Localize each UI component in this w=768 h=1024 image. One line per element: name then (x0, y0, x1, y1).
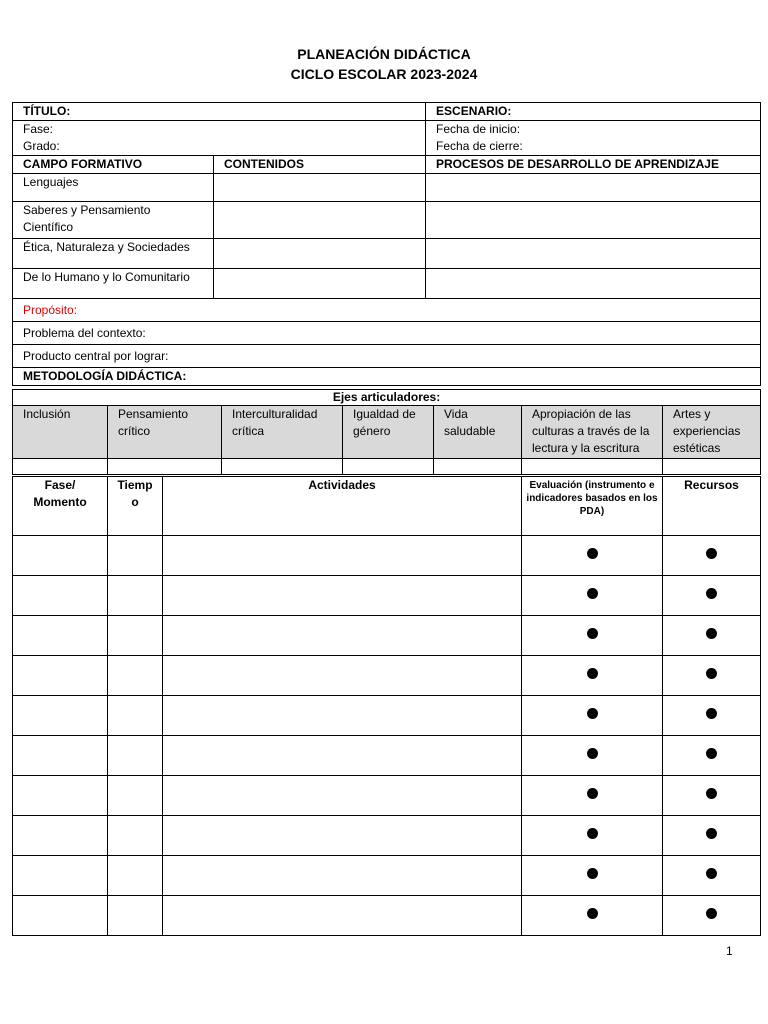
eje-vida-saludable: Vida saludable (434, 406, 522, 459)
recursos-cell[interactable] (663, 896, 761, 936)
fecha-cierre-label: Fecha de cierre: (436, 139, 523, 153)
procesos-cell[interactable] (426, 174, 761, 202)
bullet-icon (706, 828, 717, 839)
evaluacion-cell[interactable] (522, 616, 663, 656)
activities-table (12, 476, 761, 936)
contenidos-header: CONTENIDOS (214, 156, 426, 174)
actividades-cell[interactable] (163, 536, 522, 576)
ejes-title: Ejes articuladores: (13, 390, 761, 406)
tiempo-cell[interactable] (108, 616, 163, 656)
tiempo-cell[interactable] (108, 696, 163, 736)
metodologia-field[interactable]: METODOLOGÍA DIDÁCTICA: (13, 368, 761, 386)
procesos-cell[interactable] (426, 202, 761, 239)
activity-row (13, 776, 761, 816)
document-title: PLANEACIÓN DIDÁCTICA (297, 46, 471, 62)
fase-cell[interactable] (13, 616, 108, 656)
producto-field[interactable]: Producto central por lograr: (13, 345, 761, 368)
actividades-cell[interactable] (163, 856, 522, 896)
eje-check-cell[interactable] (522, 459, 663, 475)
campo-lenguajes: Lenguajes (13, 174, 214, 202)
eje-igualdad: Igualdad de género (343, 406, 434, 459)
campo-etica: Ética, Naturaleza y Sociedades (13, 239, 214, 269)
recursos-cell[interactable] (663, 536, 761, 576)
evaluacion-cell[interactable] (522, 536, 663, 576)
grado-label: Grado: (23, 139, 60, 153)
evaluacion-cell[interactable] (522, 656, 663, 696)
tiempo-cell[interactable] (108, 536, 163, 576)
activity-row (13, 816, 761, 856)
actividades-cell[interactable] (163, 616, 522, 656)
tiempo-cell[interactable] (108, 816, 163, 856)
evaluacion-cell[interactable] (522, 856, 663, 896)
recursos-cell[interactable] (663, 736, 761, 776)
evaluacion-cell[interactable] (522, 776, 663, 816)
bullet-icon (587, 828, 598, 839)
bullet-icon (587, 588, 598, 599)
document-subtitle: CICLO ESCOLAR 2023-2024 (290, 66, 478, 82)
bullet-icon (706, 868, 717, 879)
tiempo-cell[interactable] (108, 656, 163, 696)
procesos-cell[interactable] (426, 269, 761, 299)
eje-check-cell[interactable] (13, 459, 108, 475)
eje-pensamiento-critico: Pensamiento crítico (108, 406, 222, 459)
tiempo-cell[interactable] (108, 856, 163, 896)
contenidos-cell[interactable] (214, 202, 426, 239)
eje-check-cell[interactable] (663, 459, 761, 475)
actividades-cell[interactable] (163, 696, 522, 736)
bullet-icon (706, 628, 717, 639)
contenidos-cell[interactable] (214, 269, 426, 299)
bullet-icon (587, 788, 598, 799)
campo-saberes: Saberes y Pensamiento Científico (13, 202, 214, 239)
actividades-cell[interactable] (163, 576, 522, 616)
bullet-icon (587, 868, 598, 879)
tiempo-cell[interactable] (108, 776, 163, 816)
activity-row (13, 696, 761, 736)
evaluacion-cell[interactable] (522, 576, 663, 616)
actividades-cell[interactable] (163, 896, 522, 936)
fase-cell[interactable] (13, 656, 108, 696)
fase-cell[interactable] (13, 696, 108, 736)
fase-momento-header: Fase/ Momento (13, 477, 108, 536)
bullet-icon (587, 908, 598, 919)
recursos-header: Recursos (663, 477, 761, 536)
recursos-cell[interactable] (663, 616, 761, 656)
recursos-cell[interactable] (663, 656, 761, 696)
bullet-icon (706, 668, 717, 679)
planning-table (12, 102, 761, 386)
bullet-icon (587, 668, 598, 679)
eje-check-cell[interactable] (434, 459, 522, 475)
escenario-label: ESCENARIO: (426, 103, 761, 121)
titulo-label: TÍTULO: (13, 103, 426, 121)
actividades-cell[interactable] (163, 736, 522, 776)
recursos-cell[interactable] (663, 696, 761, 736)
bullet-icon (706, 748, 717, 759)
evaluacion-cell[interactable] (522, 816, 663, 856)
bullet-icon (706, 588, 717, 599)
contenidos-cell[interactable] (214, 174, 426, 202)
campo-formativo-header: CAMPO FORMATIVO (13, 156, 214, 174)
bullet-icon (587, 748, 598, 759)
fase-grado-cell[interactable] (13, 121, 426, 156)
evaluacion-cell[interactable] (522, 736, 663, 776)
page-number: 1 (726, 944, 733, 958)
tiempo-cell[interactable] (108, 896, 163, 936)
activity-row (13, 616, 761, 656)
activity-row (13, 856, 761, 896)
tiempo-header: Tiemp o (108, 477, 163, 536)
bullet-icon (587, 708, 598, 719)
activity-row (13, 896, 761, 936)
tiempo-cell[interactable] (108, 576, 163, 616)
activity-row (13, 536, 761, 576)
bullet-icon (706, 908, 717, 919)
eje-interculturalidad: Interculturalidad crítica (222, 406, 343, 459)
bullet-icon (706, 548, 717, 559)
contenidos-cell[interactable] (214, 239, 426, 269)
bullet-icon (706, 788, 717, 799)
eje-apropiacion: Apropiación de las culturas a través de la lectura y la escritura (522, 406, 663, 459)
fecha-inicio-label: Fecha de inicio: (436, 122, 521, 136)
tiempo-cell[interactable] (108, 736, 163, 776)
fase-cell[interactable] (13, 856, 108, 896)
evaluacion-cell[interactable] (522, 696, 663, 736)
fase-cell[interactable] (13, 776, 108, 816)
actividades-header: Actividades (163, 477, 522, 536)
eje-check-cell[interactable] (108, 459, 222, 475)
eje-inclusion: Inclusión (13, 406, 108, 459)
fase-label: Fase: (23, 122, 54, 136)
recursos-cell[interactable] (663, 816, 761, 856)
procesos-cell[interactable] (426, 239, 761, 269)
activity-row (13, 736, 761, 776)
eje-check-cell[interactable] (222, 459, 343, 475)
campo-humano: De lo Humano y lo Comunitario (13, 269, 214, 299)
evaluacion-header: Evaluación (instrumento e indicadores basados en los PDA) (522, 477, 663, 536)
bullet-icon (587, 628, 598, 639)
fase-cell[interactable] (13, 536, 108, 576)
actividades-cell[interactable] (163, 776, 522, 816)
problema-field[interactable]: Problema del contexto: (13, 322, 761, 345)
bullet-icon (706, 708, 717, 719)
eje-artes: Artes y experiencias estéticas (663, 406, 761, 459)
ejes-table (12, 389, 761, 475)
procesos-header: PROCESOS DE DESARROLLO DE APRENDIZAJE (426, 156, 761, 174)
actividades-cell[interactable] (163, 816, 522, 856)
actividades-cell[interactable] (163, 656, 522, 696)
activity-row (13, 576, 761, 616)
recursos-cell[interactable] (663, 576, 761, 616)
proposito-field[interactable]: Propósito: (13, 299, 761, 322)
fase-cell[interactable] (13, 736, 108, 776)
fechas-cell[interactable] (426, 121, 761, 156)
bullet-icon (587, 548, 598, 559)
recursos-cell[interactable] (663, 776, 761, 816)
fase-cell[interactable] (13, 896, 108, 936)
activity-row (13, 656, 761, 696)
fase-cell[interactable] (13, 816, 108, 856)
evaluacion-cell[interactable] (522, 896, 663, 936)
fase-cell[interactable] (13, 576, 108, 616)
eje-check-cell[interactable] (343, 459, 434, 475)
recursos-cell[interactable] (663, 856, 761, 896)
